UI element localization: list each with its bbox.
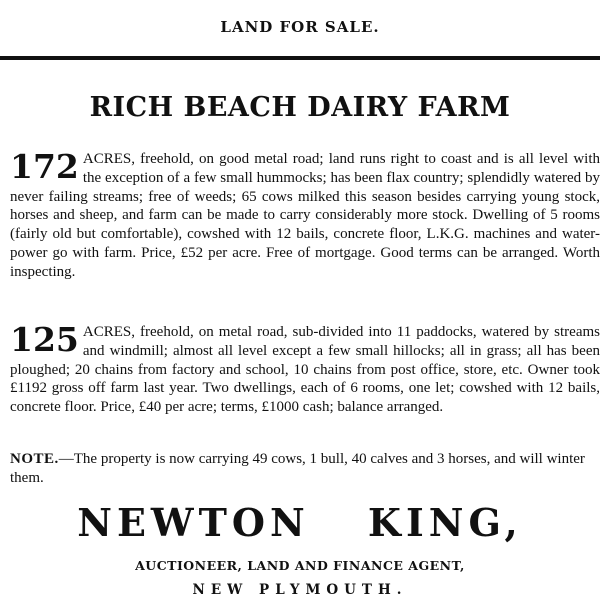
agent-description: AUCTIONEER, LAND AND FINANCE AGENT,	[135, 558, 465, 573]
section-header: LAND FOR SALE.	[220, 18, 380, 36]
header-rule	[0, 56, 600, 60]
listing-acres-number: 172	[10, 147, 79, 186]
listing-description: ACRES, freehold, on metal road, sub-divided into 11 paddocks, watered by streams and windmill; almost all level except a few small hillocks; all in grass; all has been ploughed; 20 chains from factory and school, 10 chains from post office, store, etc. Owner took £1192 gross off farm last year. Two dwellings, each of 6 rooms, one let; cowshed with 12 bails, concrete floor. Price, £40 per acre; terms, £1000 cash; balance arranged.	[10, 324, 600, 416]
note-block	[10, 450, 600, 488]
listing-172-acres	[10, 147, 600, 282]
listing-125-acres	[10, 320, 600, 417]
agent-location: NEW PLYMOUTH.	[192, 582, 408, 598]
agent-name: NEWTON KING,	[77, 500, 523, 545]
note-label: NOTE.	[10, 451, 59, 467]
note-text: —The property is now carrying 49 cows, 1 bull, 40 calves and 3 horses, and will winter them.	[10, 451, 585, 486]
listing-acres-number: 125	[10, 320, 79, 359]
listing-description: ACRES, freehold, on good metal road; land runs right to coast and is all level with the exception of a few small hummocks; has been flax country; splendidly watered by never failing streams; free of weeds; 65 cows milked this season besides carrying young stock, horses and sheep, and farm can be made to carry considerably more stock. Dwelling of 5 rooms (fairly old but comfortable), cowshed with 12 bails, concrete floor, L.K.G. machines and water-power go with farm. Price, £52 per acre. Free of mortgage. Good terms can be arranged. Worth inspecting.	[10, 151, 600, 280]
farm-title: RICH BEACH DAIRY FARM	[89, 92, 511, 123]
